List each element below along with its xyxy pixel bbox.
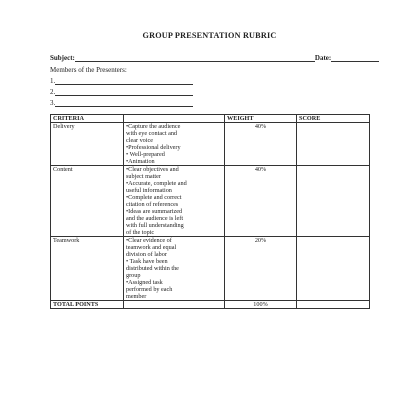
table-row <box>51 166 370 237</box>
descriptor-line: •Clear objectives and <box>126 166 179 173</box>
descriptor-cell <box>124 166 225 237</box>
subject-field[interactable] <box>75 54 315 62</box>
descriptor-line: • Well-prepared <box>126 151 165 158</box>
table-header-row <box>51 115 370 123</box>
criteria-cell: Teamwork <box>51 237 124 301</box>
descriptor-line: with full understanding <box>126 222 184 229</box>
total-weight: 100% <box>225 301 297 309</box>
total-score-cell[interactable] <box>297 301 370 309</box>
header-score: SCORE <box>297 115 370 123</box>
member-number: 3. <box>50 99 56 107</box>
member-number: 2. <box>50 88 56 96</box>
descriptor-line: group <box>126 272 141 279</box>
descriptor-line: •Professional delivery <box>126 144 181 151</box>
descriptor-line: teamwork and equal <box>126 244 177 251</box>
descriptor-line: of the topic <box>126 229 155 236</box>
member-row <box>50 99 193 107</box>
score-cell[interactable] <box>297 166 370 237</box>
score-cell[interactable] <box>297 123 370 166</box>
subject-date-line <box>50 54 368 62</box>
header-criteria: CRITERIA <box>51 115 124 123</box>
member-field[interactable] <box>55 89 193 96</box>
member-row <box>50 88 193 96</box>
descriptor-cell <box>124 123 225 166</box>
weight-cell: 40% <box>225 123 297 166</box>
member-field[interactable] <box>55 100 193 107</box>
header-weight: WEIGHT <box>225 115 297 123</box>
header-description <box>124 115 225 123</box>
descriptor-line: • Task have been <box>126 258 168 265</box>
weight-cell: 40% <box>225 166 297 237</box>
descriptor-line: •Assigned task <box>126 279 163 286</box>
descriptor-line: division of labor <box>126 251 167 258</box>
descriptor-line: distributed within the <box>126 265 179 272</box>
member-row <box>50 77 193 85</box>
descriptor-line: clear voice <box>126 137 153 144</box>
score-cell[interactable] <box>297 237 370 301</box>
descriptor-line: useful information <box>126 187 172 194</box>
descriptor-cell <box>124 237 225 301</box>
criteria-cell: Delivery <box>51 123 124 166</box>
page-title: GROUP PRESENTATION RUBRIC <box>142 31 277 40</box>
descriptor-line: and the audience is left <box>126 215 184 222</box>
total-row <box>51 301 370 309</box>
descriptor-line: performed by each <box>126 286 173 293</box>
weight-cell: 20% <box>225 237 297 301</box>
date-field[interactable] <box>331 54 379 62</box>
total-label: TOTAL POINTS <box>51 301 124 309</box>
descriptor-line: subject matter <box>126 173 161 180</box>
table-row <box>51 237 370 301</box>
rubric-table <box>50 114 370 309</box>
member-field[interactable] <box>55 78 193 85</box>
descriptor-line: •Ideas are summarized <box>126 208 183 215</box>
subject-label: Subject: <box>50 54 75 62</box>
descriptor-line: with eye contact and <box>126 130 178 137</box>
descriptor-line: member <box>126 293 147 300</box>
date-label: Date: <box>314 54 332 62</box>
criteria-cell: Content <box>51 166 124 237</box>
members-label: Members of the Presenters: <box>50 66 127 74</box>
descriptor-line: citation of references <box>126 201 179 208</box>
table-row <box>51 123 370 166</box>
descriptor-line: •Complete and correct <box>126 194 182 201</box>
descriptor-line: •Accurate, complete and <box>126 180 187 187</box>
total-description-cell <box>124 301 225 309</box>
descriptor-line: •Clear evidence of <box>126 237 172 244</box>
descriptor-line: •Animation <box>126 158 155 165</box>
descriptor-line: •Capture the audience <box>126 123 181 130</box>
member-number: 1. <box>50 77 56 85</box>
